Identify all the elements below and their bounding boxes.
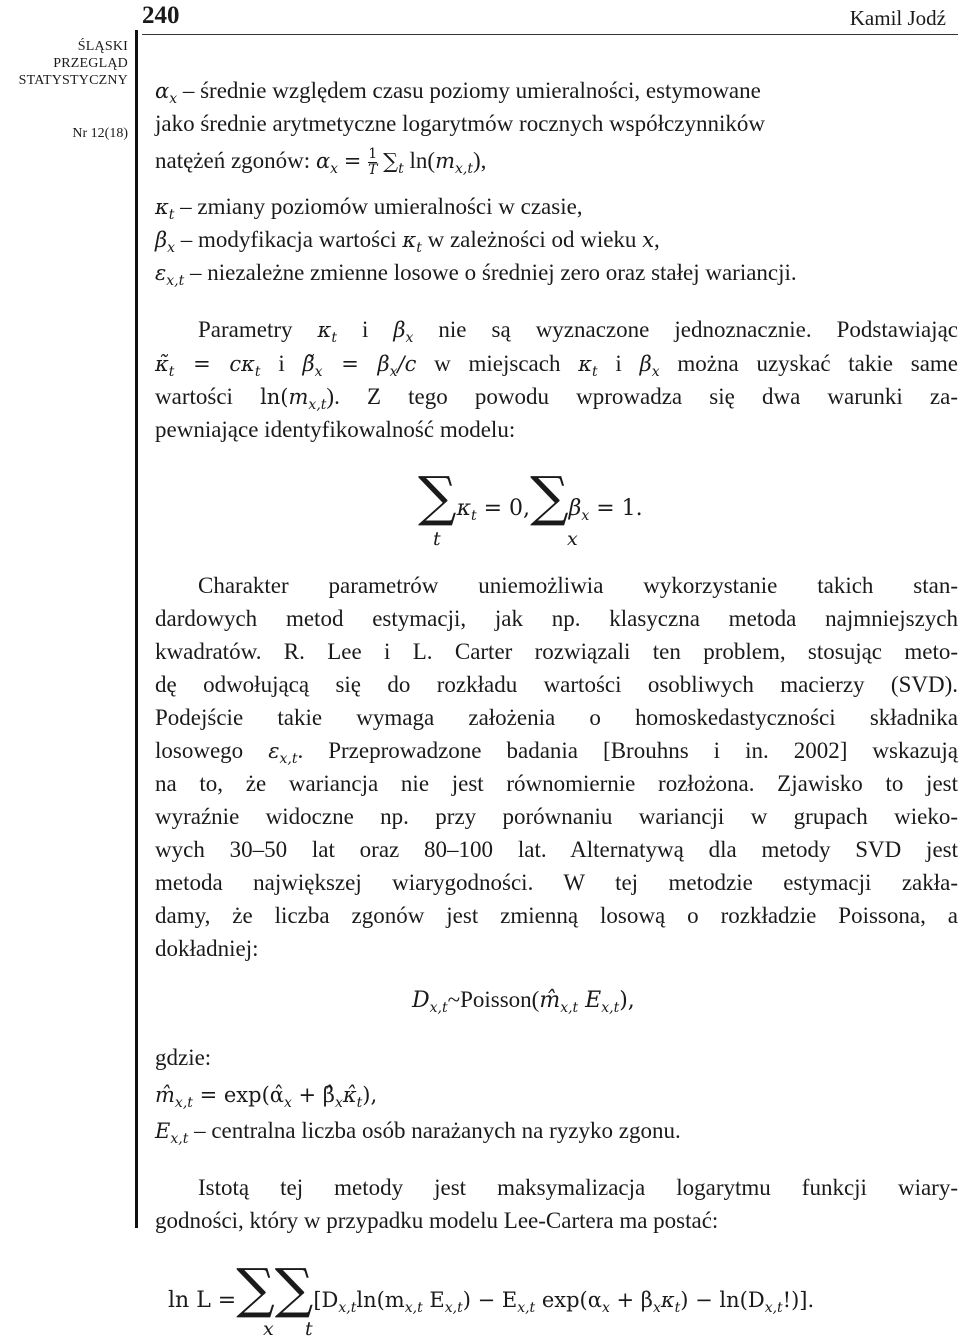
math-expression: = 0, <box>476 496 531 521</box>
page-number: 240 <box>142 2 180 29</box>
math-subscript: x,t <box>764 1300 783 1316</box>
sum-symbol: ∑ <box>236 1257 275 1320</box>
text: i <box>597 351 640 376</box>
text: w zależności od wieku <box>421 227 643 252</box>
journal-name <box>0 38 128 89</box>
math-symbol: m <box>288 385 309 409</box>
sum-symbol: ∑ <box>383 149 399 173</box>
constraint-equation <box>418 465 643 528</box>
def-E <box>155 1116 958 1154</box>
math-expression: exp(α <box>535 1288 602 1312</box>
math-symbol: D <box>412 988 430 1013</box>
math-expression: = exp(α̂ <box>192 1083 284 1107</box>
math-subscript: x,t <box>444 1300 463 1316</box>
math-symbol: m <box>435 149 456 173</box>
math-subscript: t <box>356 1095 363 1111</box>
poisson-equation <box>412 987 635 1016</box>
para2-line: wyraźnie widoczne np. przy porównaniu wariancji w grupach wieko- <box>155 804 958 829</box>
math-symbol: α <box>155 79 170 103</box>
para2-line: Podejście takie wymaga założenia o homoskedastyczności składnika <box>155 705 958 730</box>
text: ln( <box>403 148 436 173</box>
math-symbol: ε <box>268 739 280 763</box>
math-expression: + β̂ <box>291 1083 335 1107</box>
math-expression: ln L = <box>168 1288 237 1313</box>
math-expression: = cκ <box>174 352 255 376</box>
para2-line: damy, że liczba zgonów jest zmienną losową o rozkładzie Poissona, a <box>155 903 958 928</box>
para3-line: godności, który w przypadku modelu Lee-Cartera ma postać: <box>155 1208 719 1233</box>
text: i <box>260 351 303 376</box>
where-label: gdzie: <box>155 1045 212 1070</box>
math-subscript: x <box>389 364 398 380</box>
fraction-numerator: 1 <box>368 146 378 163</box>
log-likelihood-equation <box>168 1257 815 1320</box>
math-subscript: x <box>283 1095 292 1111</box>
sum-index: x <box>567 528 578 550</box>
math-subscript: x,t <box>170 1131 189 1147</box>
math-subscript: t <box>331 330 337 346</box>
math-subscript: x <box>601 1300 610 1316</box>
math-subscript: t <box>254 364 261 380</box>
journal-name-line: ŚLĄSKI <box>77 39 128 54</box>
math-subscript: t <box>168 207 175 223</box>
math-symbol: β <box>568 496 582 521</box>
text: wartości <box>155 384 261 409</box>
math-subscript: x <box>652 1300 661 1316</box>
math-expression: ln(m <box>356 1288 405 1312</box>
math-subscript: x,t <box>279 751 298 767</box>
text: – niezależne zmienne losowe o średniej zero oraz stałej wariancji. <box>184 260 797 285</box>
math-expression: ln( <box>260 385 289 409</box>
fraction <box>368 147 377 178</box>
math-expression: ) − ln(D <box>680 1288 765 1312</box>
math-symbol: β <box>393 318 406 342</box>
para1-line4: pewniające identyfikowalność modelu: <box>155 417 516 442</box>
math-subscript: x,t <box>174 1095 193 1111</box>
math-subscript: t <box>674 1300 681 1316</box>
para2-line: na to, że wariancja nie jest równomiernie rozłożona. Zjawisko to jest <box>155 771 958 796</box>
text: Parametry <box>198 317 318 342</box>
math-symbol: β̃ <box>302 352 315 376</box>
math-expression: E <box>422 1288 445 1312</box>
para3-line: Istotą tej metody jest maksymalizacja logarytmu funkcji wiary- <box>198 1175 958 1200</box>
text: ), <box>473 148 487 173</box>
para2-line: dę odwołującą się do rozkładu wartości osobliwych macierzy (SVD). <box>155 672 958 697</box>
math-subscript: t <box>592 364 598 380</box>
journal-name-line: PRZEGLĄD <box>53 56 128 71</box>
math-symbol: m̂ <box>539 988 561 1013</box>
math-symbol: κ̂ <box>342 1083 357 1107</box>
math-subscript: x,t <box>455 161 474 177</box>
math-subscript: t <box>168 364 175 380</box>
text: i <box>336 317 394 342</box>
math-subscript: x <box>651 364 660 380</box>
para2-line: dokładniej: <box>155 936 259 961</box>
text: . Przeprowadzone badania [Brouhns i in. 2002] wskazują <box>297 738 958 763</box>
text: – modyfikacja wartości <box>175 227 403 252</box>
math-expression: ), <box>619 988 635 1013</box>
math-symbol: κ <box>456 496 471 521</box>
text: w miejscach <box>416 351 579 376</box>
math-symbol: ε <box>155 261 167 285</box>
para2-line: kwadratów. R. Lee i L. Carter rozwiązali ten problem, stosując meto- <box>155 639 958 664</box>
math-expression: /c <box>397 352 417 376</box>
math-subscript: x,t <box>404 1300 423 1316</box>
sum-symbol: ∑ <box>530 465 569 528</box>
para2-line: dardowych metod estymacji, jak np. klasyczna metoda najmniejszych <box>155 606 958 631</box>
para1-line1 <box>198 315 958 353</box>
text: można uzyskać takie same <box>659 351 959 376</box>
math-symbol: x <box>642 228 655 252</box>
text: ). Z tego powodu wprowadza się dwa warunki za- <box>326 384 959 409</box>
math-subscript: x <box>334 1095 343 1111</box>
para2-line: Charakter parametrów uniemożliwia wykorzystanie takich stan- <box>198 573 958 598</box>
math-symbol: β <box>155 228 168 252</box>
text: – zmiany poziomów umieralności w czasie, <box>174 194 583 219</box>
text: , <box>654 227 660 252</box>
def-epsilon <box>155 258 958 296</box>
math-expression: ~Poisson( <box>447 987 540 1012</box>
math-subscript: x <box>167 240 176 256</box>
para2-line: metoda największej wiarygodności. W tej metodzie estymacji zakła- <box>155 870 958 895</box>
math-subscript: t <box>471 508 477 524</box>
math-expression: ) − E <box>462 1288 518 1312</box>
math-symbol: α <box>315 149 331 173</box>
sum-index: x <box>263 1318 274 1340</box>
math-subscript: x,t <box>601 1000 620 1016</box>
running-head-author: Kamil Jodź <box>849 6 946 30</box>
math-subscript: x,t <box>517 1300 536 1316</box>
sum-symbol: ∑ <box>418 465 457 528</box>
sidebar-rule <box>135 30 138 1228</box>
math-subscript: x,t <box>308 397 327 413</box>
math-subscript: x <box>405 330 414 346</box>
math-symbol: κ <box>155 195 169 219</box>
text: – centralna liczba osób narażanych na ryzyko zgonu. <box>188 1118 681 1143</box>
math-subscript: x <box>169 91 178 107</box>
math-subscript: x,t <box>560 1000 579 1016</box>
math-expression: !)]. <box>782 1288 815 1312</box>
para2-line: wych 30–50 lat oraz 80–100 lat. Alternatywą dla metody SVD jest <box>155 837 958 862</box>
math-subscript: x,t <box>166 273 185 289</box>
math-subscript: x,t <box>338 1300 357 1316</box>
math-symbol: κ <box>317 318 332 342</box>
math-symbol: m̂ <box>155 1083 175 1107</box>
math-expression: = 1. <box>589 496 643 521</box>
journal-issue: Nr 12(18) <box>72 126 128 141</box>
header-rule <box>142 34 958 35</box>
math-subscript: t <box>398 161 404 177</box>
text: losowego <box>155 738 269 763</box>
math-symbol: κ <box>578 352 593 376</box>
math-expression: [D <box>313 1288 339 1312</box>
math-subscript: t <box>416 240 422 256</box>
sum-symbol: ∑ <box>274 1257 314 1320</box>
math-subscript: x <box>330 161 339 177</box>
math-symbol: β <box>639 352 652 376</box>
math-operator: = <box>343 149 369 173</box>
sum-index: t <box>305 1318 313 1340</box>
text: – średnie względem czasu poziomy umieralności, estymowane <box>177 78 761 103</box>
math-symbol: κ <box>660 1288 675 1312</box>
text: nie są wyznaczone jednoznacznie. Podstawiając <box>413 317 958 342</box>
def-alpha-line2: jako średnie arytmetyczne logarytmów rocznych współczynników <box>155 111 765 136</box>
sum-index: t <box>433 528 441 550</box>
def-mhat <box>155 1080 958 1118</box>
math-subscript: x,t <box>429 1000 448 1016</box>
math-symbol: κ <box>402 228 417 252</box>
journal-name-line: STATYSTYCZNY <box>18 73 128 88</box>
text: natężeń zgonów: <box>155 148 316 173</box>
math-symbol: E <box>578 988 602 1013</box>
math-expression: ), <box>362 1083 378 1107</box>
math-expression: + β <box>609 1288 653 1312</box>
math-subscript: x <box>581 508 590 524</box>
math-subscript: x <box>314 364 323 380</box>
math-symbol: κ̃ <box>155 352 169 376</box>
fraction-denominator: T <box>368 162 378 179</box>
math-symbol: E <box>155 1119 171 1143</box>
math-expression: = β <box>322 352 390 376</box>
def-alpha-line3 <box>155 146 958 184</box>
